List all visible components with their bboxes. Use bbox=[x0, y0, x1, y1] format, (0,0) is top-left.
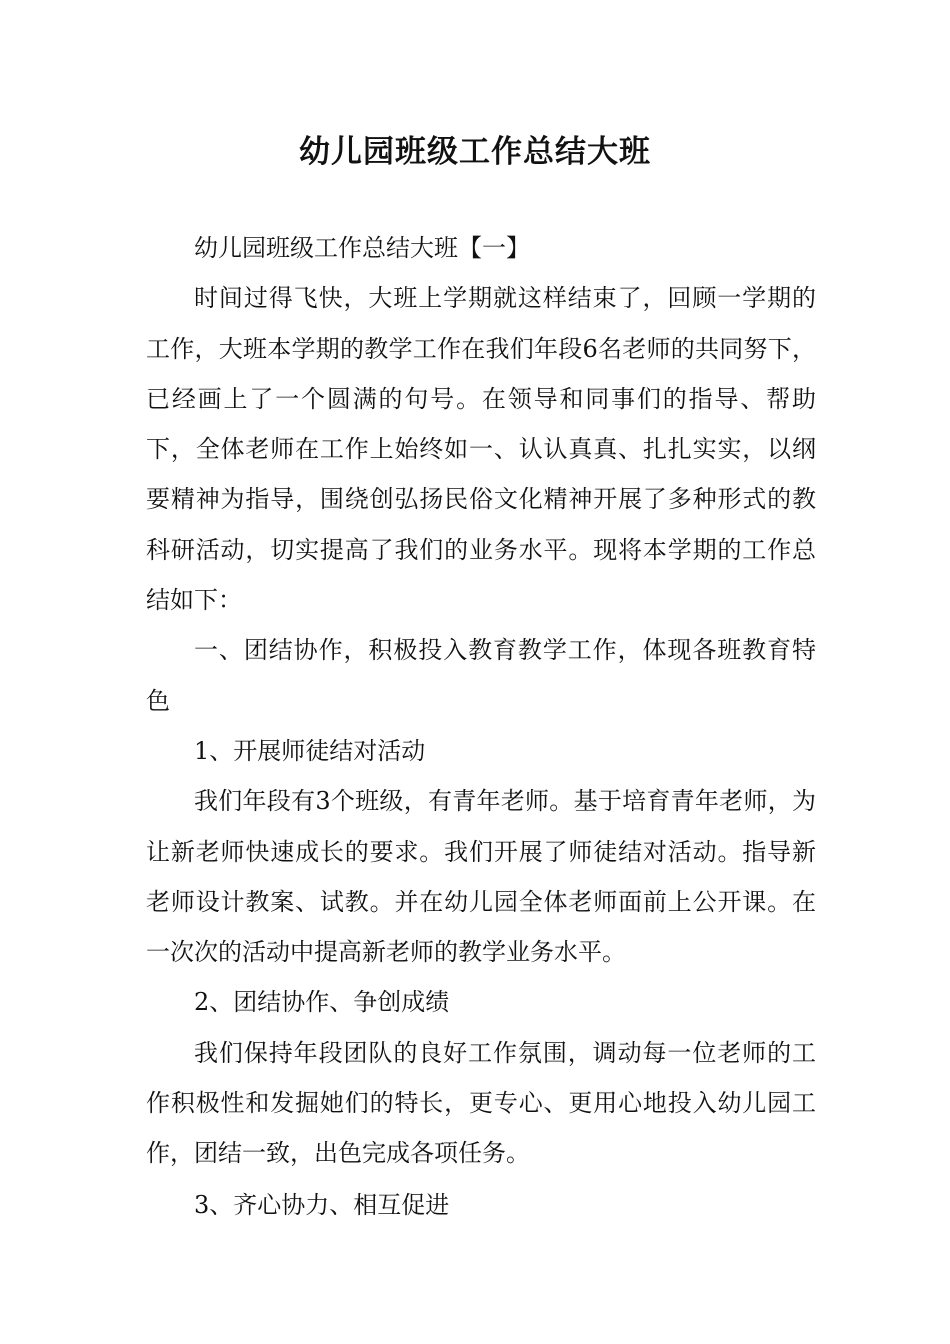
body-paragraph: 时间过得飞快，大班上学期就这样结束了，回顾一学期的工作，大班本学期的教学工作在我们年段6名老师的共同努下，已经画上了一个圆满的句号。在领导和同事们的指导、帮助下，全体老师在工作上始终如一、认认真真、扎扎实实，以纲要精神为指导，围绕创弘扬民俗文化精神开展了多种形式的教科研活动，切实提高了我们的业务水平。现将本学期的工作总结如下： bbox=[146, 284, 816, 615]
body-paragraph: 一、团结协作，积极投入教育教学工作，体现各班教育特色 bbox=[146, 636, 816, 715]
section-heading: 幼儿园班级工作总结大班【一】 bbox=[194, 234, 530, 262]
document-title: 幼儿园班级工作总结大班 bbox=[299, 134, 651, 170]
body-paragraph: 我们保持年段团队的良好工作氛围，调动每一位老师的工作积极性和发掘她们的特长，更专心、更用心地投入幼儿园工作，团结一致，出色完成各项任务。 bbox=[146, 1038, 816, 1168]
body-paragraph: 1、开展师徒结对活动 bbox=[194, 736, 426, 765]
document-body bbox=[146, 223, 816, 1230]
body-paragraph: 我们年段有3个班级，有青年老师。基于培育青年老师，为让新老师快速成长的要求。我们开展了师徒结对活动。指导新老师设计教案、试教。并在幼儿园全体老师面前上公开课。在一次次的活动中提高新老师的教学业务水平。 bbox=[146, 787, 816, 967]
body-paragraph: 2、团结协作、争创成绩 bbox=[194, 988, 450, 1017]
body-paragraph: 3、齐心协力、相互促进 bbox=[194, 1190, 450, 1219]
